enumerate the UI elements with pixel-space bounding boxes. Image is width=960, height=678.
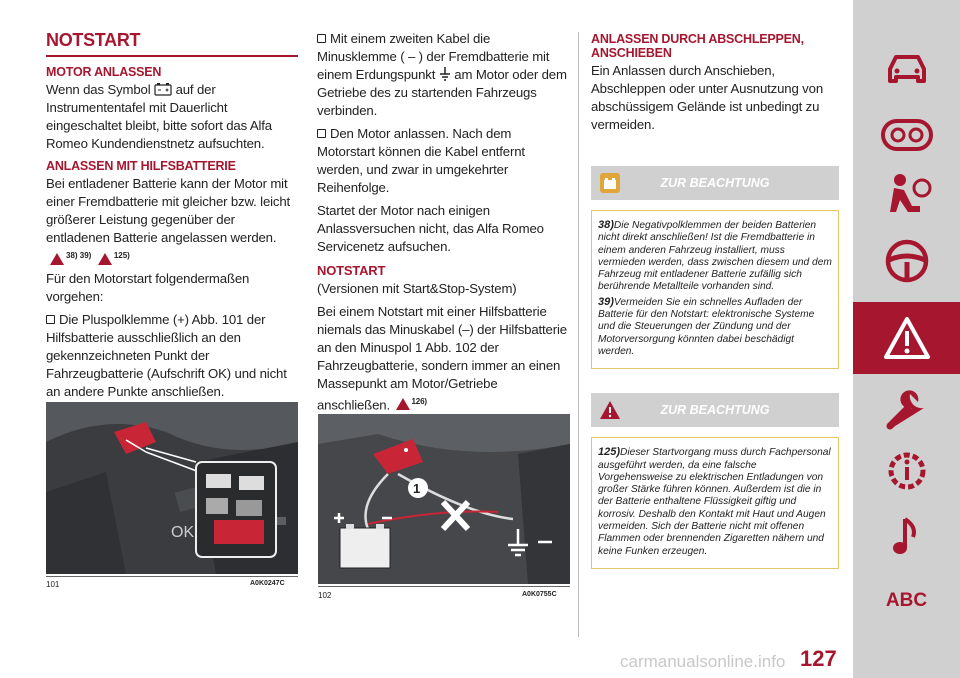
figure-102-code: A0K0755C [522,591,557,598]
note-number: 39) [598,295,614,308]
column-2 [317,30,569,419]
note-text: Die Negativpolklemmen der beiden Batterien nicht direkt anschließen! Ist die Fremdbatterie in einem anderen Fahrzeug installiert, muss vermieden werden, dass zwischen diesem und dem Fahrzeug mit entladener Batterie zufällig sich berührende Metallteile vorhanden sind. [598,220,832,293]
warning-box [591,437,839,569]
text: Die Pluspolklemme (+) Abb. 101 der Hilfsbatterie ausschließlich an den gekennzeichneten Punkt der Fahrzeugbatterie (Aufschrift OK) und nicht an andere Punkte anschließen. [46,312,287,400]
figure-101-number: 101 [46,580,60,589]
callout-marker: 1 [413,481,421,496]
figure-101-code: A0K0247C [250,580,285,587]
chapter-instruments[interactable] [853,104,960,166]
column-3 [591,30,839,569]
ok-label: OK [171,524,195,541]
paragraph-versionen: (Versionen mit Start&Stop-System) [317,281,517,296]
warning-triangle-icon [883,316,931,360]
box-header [591,393,839,427]
chapter-driving[interactable] [853,230,960,292]
note [598,296,832,358]
info-gear-icon [884,448,930,494]
bullet-item [317,125,569,197]
watermark: carmanualsonline.info [620,652,786,671]
heading-notstart: NOTSTART [317,263,386,278]
paragraph-notstart [317,303,569,414]
column-divider [578,32,579,637]
chapter-multimedia[interactable] [853,505,960,567]
paragraph-motor [46,81,298,153]
figure-102-number: 102 [318,591,332,600]
page-number: 127 [800,646,837,671]
text: Wenn das Symbol [46,82,151,97]
bullet-box-icon [317,129,326,138]
heading-motor-anlassen: MOTOR ANLASSEN [46,65,162,79]
wrench-icon [884,388,930,434]
text: Den Motor anlassen. Nach dem Motorstart können die Kabel entfernt werden, und zwar in umgekehrter Reihenfolge. [317,126,525,195]
note-number: 125) [598,446,621,459]
steering-wheel-icon [884,238,930,284]
note [598,446,832,558]
box-header-title: ZUR BEACHTUNG [660,176,770,190]
chapter-emergency[interactable] [853,302,960,374]
note-text: Vermeiden Sie ein schnelles Aufladen der Batterie für den Notstart: elektronische Systeme und die Steuerungen der Zündung und der Motorversorgung könnten dabei beschädigt werden. [598,296,815,357]
warning-triangle-icon [98,253,112,265]
bullet-item [317,30,569,120]
chapter-safety[interactable] [853,164,960,226]
chapter-car[interactable] [853,38,960,100]
car-icon [882,49,932,89]
chapter-sidebar [853,0,960,678]
column-1 [46,30,298,406]
warning-ref: 126) [411,397,427,406]
heading-hilfsbatterie: ANLASSEN MIT HILFSBATTERIE [46,159,236,173]
note [598,219,832,294]
note-number: 38) [598,219,614,231]
text: am Motor oder dem Getriebe des zu startenden Fahrzeugs verbinden. [317,67,567,118]
box-header-title: ZUR BEACHTUNG [660,403,770,418]
heading-abschleppen: ANLASSEN DURCH ABSCHLEPPEN, ANSCHIEBEN [591,32,804,60]
paragraph-vorgehen: Für den Motorstart folgendermaßen vorgehen: [46,271,250,305]
warning-ref: 125) [113,251,130,260]
chapter-maintenance[interactable] [853,380,960,442]
text: Bei einem Notstart mit einer Hilfsbatterie niemals das Minuskabel (–) der Hilfsbatterie an den Minuspol 1 Abb. 102 der Fahrzeugbatterie, sondern immer an einen Massepunkt am Motor/Getriebe anschließen. [317,304,567,413]
music-note-icon [887,513,927,559]
chapter-index[interactable]: ABC [885,590,928,611]
paragraph-hilfsbatterie: Bei entladener Batterie kann der Motor mit einer Fremdbatterie mit gleicher bzw. leicht größerer Leistung gegenüber der entladenen Batterie angelassen werden. [46,176,291,245]
warning-refs [48,250,298,266]
battery-warning-icon [154,82,172,96]
warning-triangle-icon [50,253,64,265]
paragraph-startet: Startet der Motor nach einigen Anlassversuchen nicht, das Alfa Romeo Servicenetz aufsuchen. [317,203,544,254]
chapter-technical-data[interactable] [853,440,960,502]
text: Mit einem zweiten Kabel die Minusklemme ( – ) der Fremdbatterie mit einem Erdungspunkt [317,31,550,82]
airbag-passenger-icon [882,172,932,218]
warning-ref: 38) 39) [66,251,92,260]
bullet-box-icon [46,315,55,324]
note-text: Dieser Startvorgang muss durch Fachpersonal ausgeführt werden, da eine falsche Vorgehensweise zu elektrischen Entladungen von großer Stärke führen können. Außerdem ist die in der Batterie enthaltene Flüssigkeit giftig und korrosiv. Deshalb den Kontakt mit Haut und Augen vermeiden. Sich der Batterie nicht mit offenen Flammen oder brennenden Zigaretten nähern und keine Funken erzeugen. [598,447,831,557]
dashboard-gauges-icon [880,117,934,153]
title-rule [46,55,298,57]
bullet-item [46,311,298,401]
warning-triangle-icon [396,398,410,410]
caption-rule [318,586,570,587]
text: auf der Instrumententafel mit Dauerlicht eingeschaltet bleibt, bitte sofort das Alfa Romeo Kundendienstnetz aufsuchten. [46,82,272,151]
section-title: NOTSTART [46,30,141,50]
caption-rule [46,576,298,577]
figure-101-image [46,402,298,574]
warning-box [591,210,839,369]
figure-102-image [318,414,570,584]
ground-symbol-icon [439,67,451,81]
bullet-box-icon [317,34,326,43]
box-header [591,166,839,200]
paragraph-abschleppen: Ein Anlassen durch Anschieben, Abschleppen oder unter Ausnutzung von abschüssigem Gelände ist unbedingt zu vermeiden. [591,63,823,132]
